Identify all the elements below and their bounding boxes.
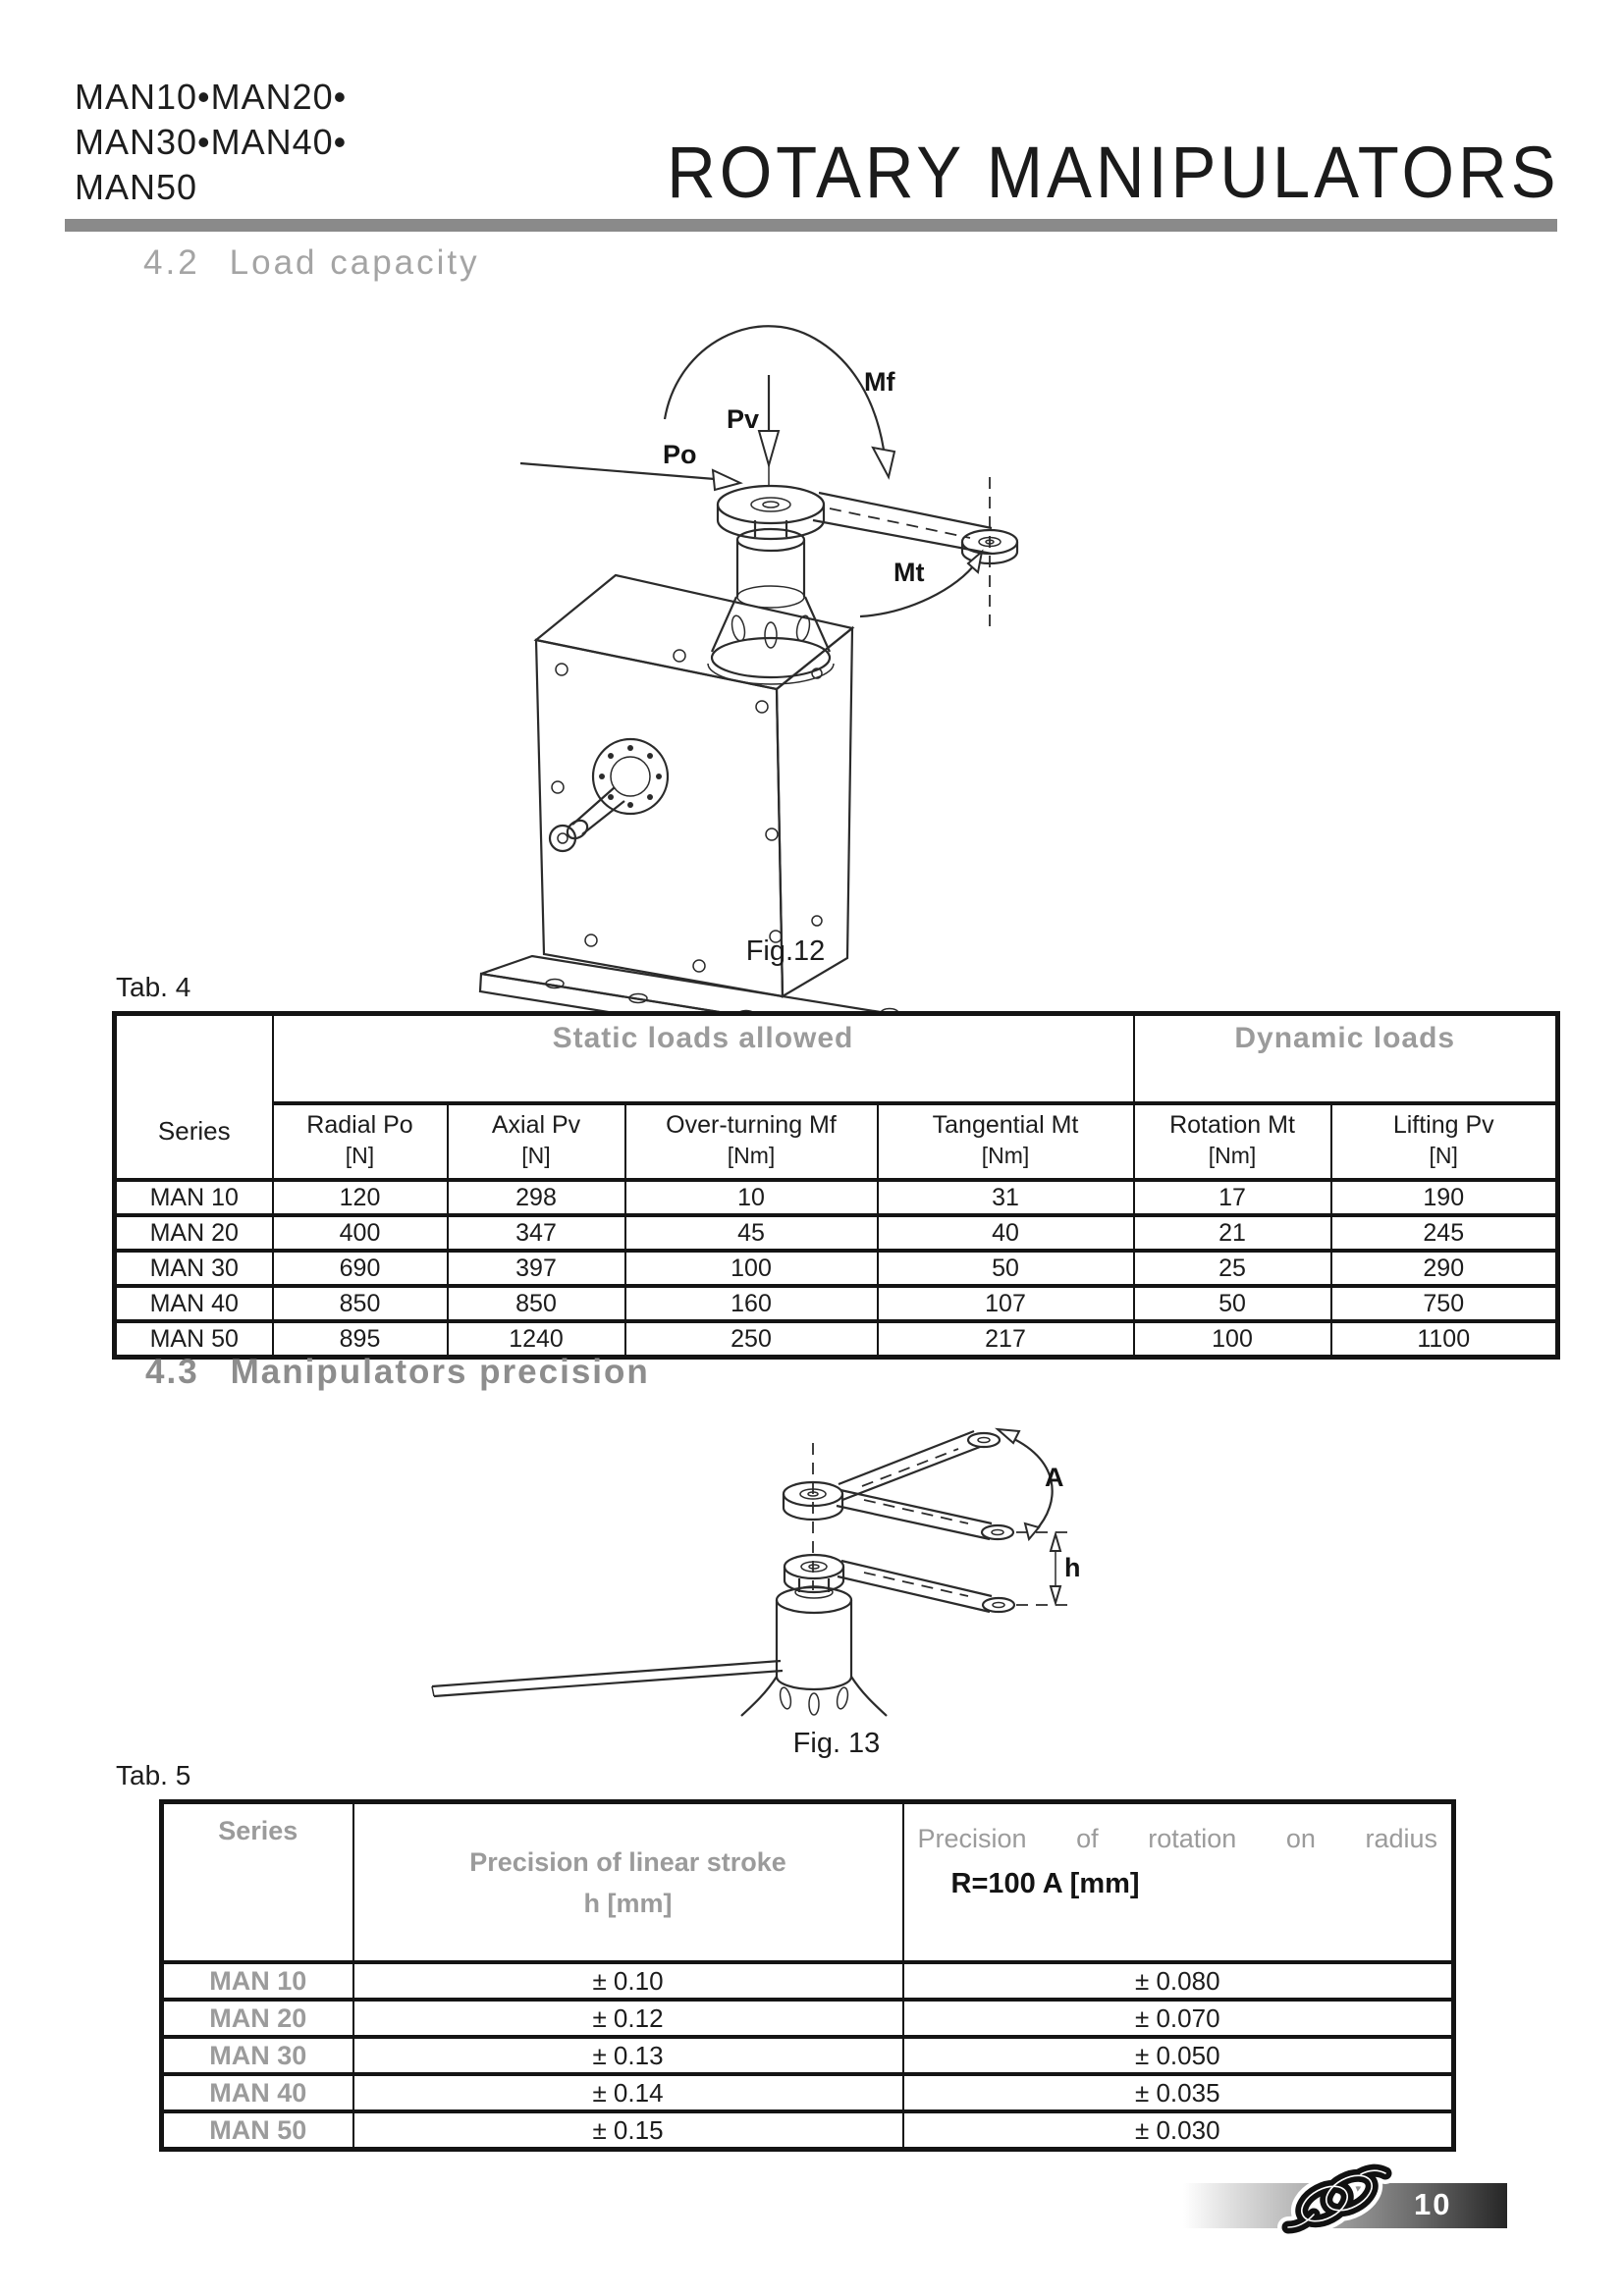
precision-table (159, 1799, 1456, 2152)
model-line-1: MAN10•MAN20• (75, 77, 348, 117)
column-header: Radial Po [N] (273, 1103, 448, 1180)
section-number: 4.3 (145, 1353, 199, 1391)
linear-stroke-column-header: Precision of linear stroke h [mm] (353, 1802, 903, 1963)
section-manipulators-precision-heading (145, 1353, 650, 1392)
precision-drawing (373, 1404, 1080, 1728)
force-label-po: Po (663, 440, 697, 469)
section-title: Load capacity (229, 243, 480, 282)
section-title: Manipulators precision (230, 1353, 650, 1391)
model-line-3: MAN50 (75, 167, 198, 207)
load-capacity-table (112, 1011, 1560, 1360)
series-column-header: Series (115, 1014, 273, 1181)
table-row: MAN 10 120 298 10 31 17 190 (115, 1180, 1558, 1215)
rope-knot-logo-icon (1272, 2153, 1400, 2247)
figure-13-caption: Fig. 13 (792, 1728, 881, 1759)
table-header-row (162, 1802, 1454, 1963)
column-header: Lifting Pv [N] (1331, 1103, 1558, 1180)
table-5-label: Tab. 5 (116, 1760, 191, 1790)
moment-label-mt: Mt (893, 558, 925, 587)
series-column-header: Series (162, 1802, 353, 1963)
model-line-2: MAN30•MAN40• (75, 122, 348, 162)
page-title: ROTARY MANIPULATORS (666, 133, 1559, 214)
table-row: MAN 40 850 850 160 107 50 750 (115, 1286, 1558, 1321)
column-header: Rotation Mt [Nm] (1134, 1103, 1331, 1180)
table-row: MAN 30 690 397 100 50 25 290 (115, 1251, 1558, 1286)
static-loads-group-header: Static loads allowed (273, 1014, 1134, 1104)
moment-label-mf: Mf (864, 367, 895, 397)
column-header: Axial Pv [N] (448, 1103, 625, 1180)
model-list (75, 75, 347, 210)
table-row: MAN 10 ± 0.10 ± 0.080 (162, 1962, 1454, 2000)
column-header: Tangential Mt [Nm] (878, 1103, 1134, 1180)
table-row: MAN 50 ± 0.15 ± 0.030 (162, 2111, 1454, 2150)
table-row: MAN 20 400 347 45 40 21 245 (115, 1215, 1558, 1251)
table-row: MAN 50 895 1240 250 217 100 1100 (115, 1321, 1558, 1358)
rotation-column-header: Precision of rotation on radius R=100 A [mm] (903, 1802, 1454, 1963)
section-load-capacity-heading (143, 243, 480, 283)
force-label-pv: Pv (727, 404, 760, 434)
angle-label-a: A (1045, 1463, 1064, 1492)
figure-13-precision-diagram (373, 1404, 1080, 1728)
table-column-header-row (115, 1103, 1558, 1180)
section-number: 4.2 (143, 243, 200, 282)
table-row: MAN 40 ± 0.14 ± 0.035 (162, 2074, 1454, 2111)
figure-12-caption: Fig.12 (745, 935, 826, 967)
table-row: MAN 30 ± 0.13 ± 0.050 (162, 2037, 1454, 2074)
header-divider (65, 219, 1557, 232)
table-row: MAN 20 ± 0.12 ± 0.070 (162, 2000, 1454, 2037)
page-number: 10 (1414, 2187, 1452, 2221)
height-label-h: h (1064, 1553, 1081, 1582)
column-header: Over-turning Mf [Nm] (625, 1103, 878, 1180)
table-group-header-row (115, 1014, 1558, 1104)
dynamic-loads-group-header: Dynamic loads (1134, 1014, 1558, 1104)
table-4-label: Tab. 4 (116, 972, 191, 1002)
